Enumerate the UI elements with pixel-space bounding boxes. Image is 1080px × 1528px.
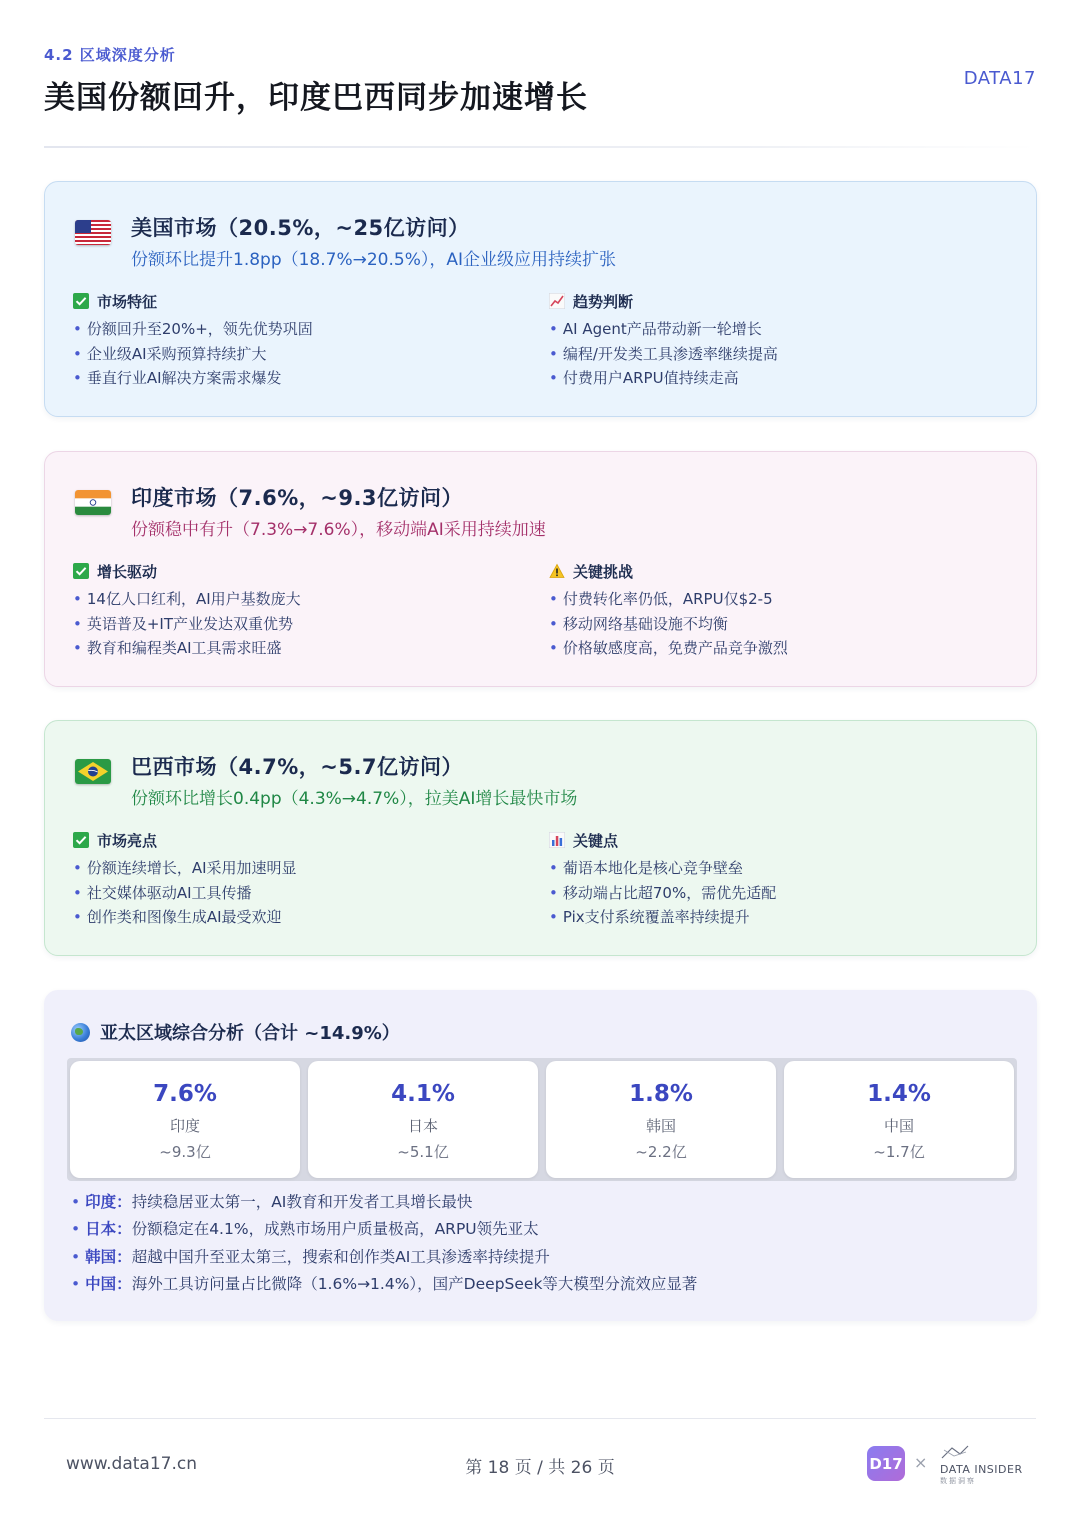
india-right-column [549,560,989,661]
page-number: 第 18 页 / 共 26 页 [465,1458,615,1478]
india-flag-icon [75,490,111,515]
check-icon [73,832,89,848]
apac-title-text: 亚太区域综合分析（合计 ~14.9%） [100,1023,400,1044]
brazil-right-heading: 关键点 [573,831,619,850]
check-icon [73,563,89,579]
stat-country: 韩国 [645,1117,676,1135]
us-market-card [44,181,1037,417]
list-item: • 教育和编程类AI工具需求旺盛 [73,639,282,657]
chart-up-icon [549,293,565,309]
us-card-subtitle: 份额环比提升1.8pp（18.7%→20.5%），AI企业级应用持续扩张 [131,250,617,270]
data-insider-logo-subtext: 数据洞察 [940,1477,976,1485]
apac-notes [71,1189,697,1298]
list-item: • 印度：持续稳居亚太第一，AI教育和开发者工具增长最快 [71,1193,473,1211]
stat-card-japan [308,1061,538,1178]
list-item: • 葡语本地化是核心竞争壁垒 [549,859,743,877]
stat-percent: 1.8% [629,1081,693,1107]
globe-icon [71,1023,90,1042]
stat-visits: ~9.3亿 [159,1143,211,1161]
list-item: • 社交媒体驱动AI工具传播 [73,883,252,902]
list-item: • 编程/开发类工具渗透率继续提高 [549,344,778,363]
stat-percent: 1.4% [867,1081,931,1107]
us-card-title: 美国市场（20.5%，~25亿访问） [131,216,470,240]
india-right-heading: 关键挑战 [573,562,634,581]
brazil-market-card [44,720,1037,956]
footer-url-link[interactable]: www.data17.cn [66,1454,198,1474]
list-item: • 移动端占比超70%，需优先适配 [549,883,777,902]
us-right-heading: 趋势判断 [573,292,634,311]
list-item: • AI Agent产品带动新一轮增长 [549,320,762,338]
india-card-subtitle: 份额稳中有升（7.3%→7.6%），移动端AI采用持续加速 [131,520,546,540]
apac-analysis-card [44,990,1037,1321]
footer-divider [44,1418,1036,1419]
page-title: 美国份额回升，印度巴西同步加速增长 [44,80,588,116]
stat-card-korea [546,1061,776,1178]
stat-visits: ~1.7亿 [873,1143,925,1161]
list-item: • 份额连续增长，AI采用加速明显 [73,859,297,877]
list-item: • 14亿人口红利，AI用户基数庞大 [73,590,301,608]
stat-country: 印度 [169,1117,200,1135]
stat-country: 中国 [883,1117,914,1135]
section-number: 4.2 区域深度分析 [44,46,176,64]
list-item: • 英语普及+IT产业发达双重优势 [73,614,294,633]
list-item: • 垂直行业AI解决方案需求爆发 [73,369,282,387]
brazil-left-column [73,829,513,930]
title-divider [44,146,1036,148]
stat-percent: 4.1% [391,1081,455,1107]
india-market-card [44,451,1037,687]
brazil-left-heading: 市场亮点 [97,831,158,850]
d17-logo: D17 [867,1446,905,1481]
list-item: • 份额回升至20%+，领先优势巩固 [73,320,313,338]
list-item: • 付费用户ARPU值持续走高 [549,369,739,387]
list-item: • 创作类和图像生成AI最受欢迎 [73,908,282,926]
brand-label: DATA17 [963,68,1036,89]
us-left-heading: 市场特征 [97,292,158,311]
stat-visits: ~2.2亿 [635,1143,687,1161]
list-item: • 日本：份额稳定在4.1%，成熟市场用户质量极高，ARPU领先亚太 [71,1220,539,1239]
stat-card-india [70,1061,300,1178]
stat-card-china [784,1061,1014,1178]
apac-title [71,1019,400,1045]
stat-country: 日本 [407,1117,438,1135]
stat-visits: ~5.1亿 [397,1143,449,1161]
bar-chart-icon [549,832,565,848]
apac-stats [67,1058,1017,1181]
list-item: • 中国：海外工具访问量占比微降（1.6%→1.4%），国产DeepSeek等大模型分流效应显著 [71,1274,698,1293]
india-left-heading: 增长驱动 [97,562,158,581]
list-item: • 价格敏感度高，免费产品竞争激烈 [549,639,788,657]
data-insider-logo-text: DATA INSIDER [940,1463,1023,1476]
brazil-flag-icon [75,759,111,784]
list-item: • 移动网络基础设施不均衡 [549,614,728,633]
check-icon [73,293,89,309]
times-separator: × [914,1453,928,1472]
us-flag-icon [75,220,111,245]
us-right-column [549,290,989,391]
list-item: • Pix支付系统覆盖率持续提升 [549,908,750,926]
brazil-card-title: 巴西市场（4.7%，~5.7亿访问） [131,755,464,779]
list-item: • 韩国：超越中国升至亚太第三，搜索和创作类AI工具渗透率持续提升 [71,1247,550,1266]
stat-percent: 7.6% [153,1081,217,1107]
list-item: • 付费转化率仍低，ARPU仅$2-5 [549,590,773,608]
list-item: • 企业级AI采购预算持续扩大 [73,344,267,363]
brazil-right-column [549,829,989,930]
india-card-title: 印度市场（7.6%，~9.3亿访问） [131,486,464,510]
warning-icon [549,563,565,579]
us-left-column [73,290,513,391]
india-left-column [73,560,513,661]
brazil-card-subtitle: 份额环比增长0.4pp（4.3%→4.7%），拉美AI增长最快市场 [131,789,578,809]
